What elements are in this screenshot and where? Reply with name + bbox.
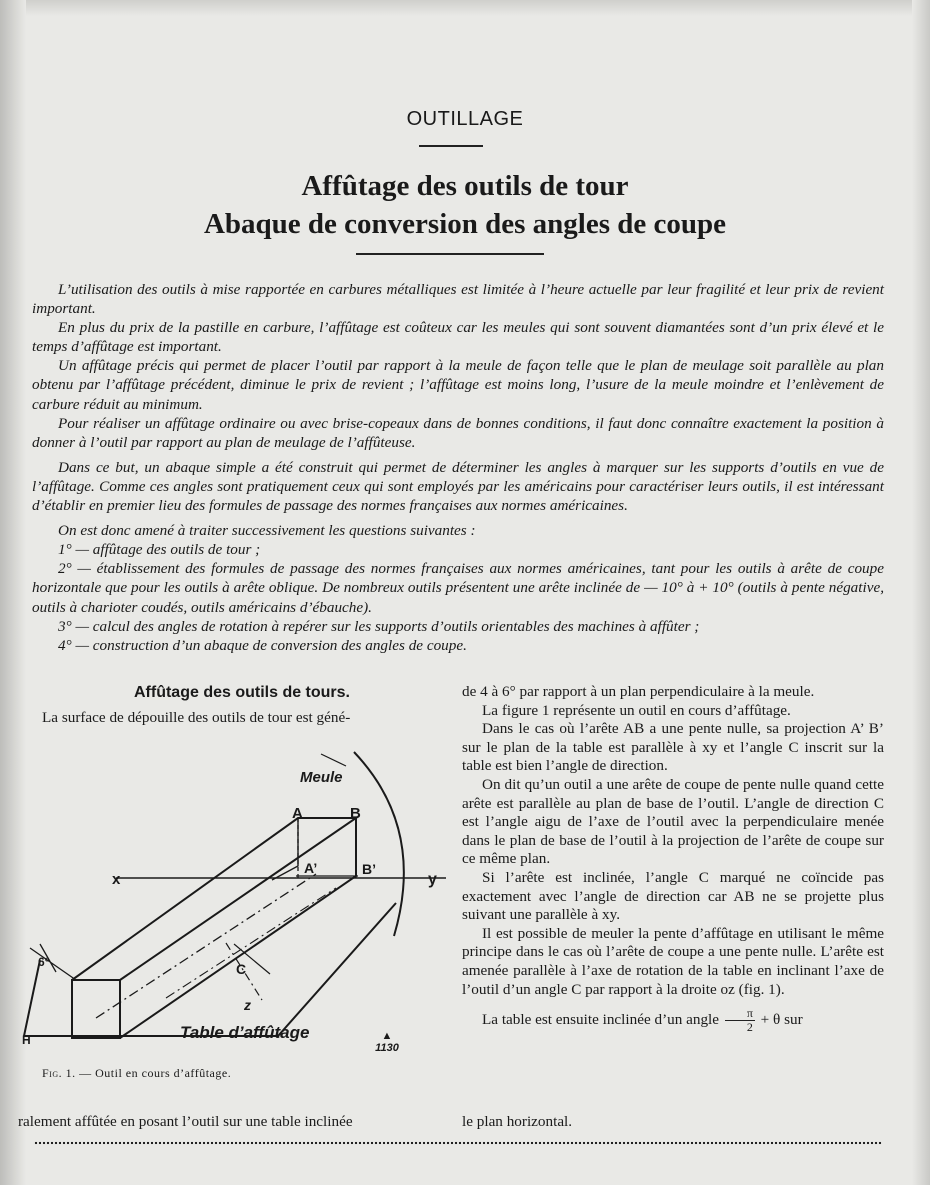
fraction-denominator: 2 — [746, 1020, 753, 1035]
figure-tool-sharpening — [16, 748, 446, 1058]
intro-paragraph: Pour réaliser un affûtage ordinaire ou avec brise-copeaux dans de bonnes conditions, il faut donc connaître exactement la position à donner à l’outil par rapport au plan de meulage de l’affûteuse. — [32, 414, 884, 451]
question-item: 2° — établissement des formules de passage des normes françaises aux normes américaines, tant pour les outils à arête de coupe horizontale que pour les outils à arête oblique. De nombreux outils présentent une arête inclinée de — 10° à + 10° (outils à pente négative, outils à charioter coudés, outils américains d’ébauche). — [32, 560, 884, 616]
label-b: B — [350, 805, 361, 822]
section-rule — [419, 145, 483, 147]
label-a: A — [292, 805, 303, 822]
fraction — [725, 1007, 755, 1034]
label-z: z — [244, 997, 251, 1013]
label-c: C — [236, 961, 247, 977]
title-line-1: Affûtage des outils de tour — [301, 170, 629, 202]
right-paragraph: On dit qu’un outil a une arête de coupe de pente nulle quand cette arête est parallèle au plan de base de l’outil. L’angle de direction C est l’angle aigu de l’axe de l’outil avec la perpendiculaire menée dans le plan de base de l’outil à la projection de l’arête de coupe sur ce même plan. — [462, 775, 884, 868]
label-a-prime: A’ — [304, 860, 318, 876]
title-line-2: Abaque de conversion des angles de coupe — [203, 208, 727, 240]
right-paragraph: La figure 1 représente un outil en cours d’affûtage. — [482, 701, 791, 719]
right-paragraph: Dans le cas où l’arête AB a une pente nulle, sa projection A’ B’ sur le plan de la table est parallèle à xy et l’angle C inscrit sur la table est bien l’angle de direction. — [462, 720, 884, 775]
right-column — [462, 683, 884, 1034]
section-label: OUTILLAGE — [406, 108, 524, 130]
tool-side-face — [120, 818, 356, 1038]
left-column — [42, 683, 442, 727]
grinding-wheel-arc — [354, 752, 404, 936]
intro-paragraph: Un affûtage précis qui permet de placer l’outil par rapport à la meule de façon telle que le plan de meulage soit parallèle au plan obtenu par l’affûtage précédent, diminue le prix de revient ; l’affûtage est moins long, l’usure de la meule moindre et l’enlèvement de carbure réduit au minimum. — [32, 357, 884, 413]
right-paragraph: de 4 à 6° par rapport à un plan perpendiculaire à la meule. — [462, 683, 815, 700]
title-rule — [356, 253, 544, 255]
tool-axis — [96, 874, 316, 1018]
right-paragraph: Il est possible de meuler la pente d’affûtage en utilisant le même principe dans le cas où l’arête de coupe a une pente nulle. L’arête est amenée parallèle à l’axe de rotation de la table en inclinant l’axe de l’outil d’un angle C par rapport à la droite oz (fig. 1). — [462, 924, 884, 998]
intro-paragraph: En plus du prix de la pastille en carbure, l’affûtage est coûteux car les meules qui sont souvent diamantées sont d’un prix élevé et le temps d’affûtage est important. — [32, 319, 884, 356]
label-meule: Meule — [300, 769, 343, 786]
label-b-prime: B’ — [362, 861, 376, 877]
caption-text: — Outil en cours d’affûtage. — [79, 1066, 232, 1080]
figure-number-text: 1130 — [375, 1042, 399, 1054]
fraction-numerator: π — [725, 1007, 755, 1021]
label-table: Table d’affûtage — [180, 1023, 310, 1042]
question-item: 4° — construction d’un abaque de conversion des angles de coupe. — [58, 636, 467, 654]
figure-number — [372, 1030, 402, 1054]
intro-paragraph: Dans ce but, un abaque simple a été construit qui permet de déterminer les angles à marquer sur les supports d’outils en vue de l’affûtage. Comme ces angles sont pratiquement ceux qui sont employés par les américains pour caractériser leurs outils, il est intéressant d’établir en premier lieu des formules de passage des normes françaises aux normes américaines. — [32, 458, 884, 515]
subheading: Affûtage des outils de tours. — [133, 684, 350, 701]
formula-text-before: La table est ensuite inclinée d’un angle — [482, 1011, 720, 1029]
right-bottom-line: le plan horizontal. — [462, 1113, 573, 1130]
figure-caption — [42, 1066, 231, 1081]
right-paragraph-formula — [462, 1007, 884, 1034]
right-paragraph: Si l’arête est inclinée, l’angle C marqué ne coïncide pas exactement avec l’angle de direction car AB ne se projette plus suivant une parallèle à xy. — [462, 868, 884, 924]
question-item: 3° — calcul des angles de rotation à repérer sur les supports d’outils orientables des machines à affûter ; — [58, 617, 700, 635]
tool-end-face — [72, 980, 120, 1038]
intro-paragraph: On est donc amené à traiter successivement les questions suivantes : — [58, 522, 476, 540]
logo-mark: ▲ — [381, 1030, 393, 1042]
caption-fig: Fig. 1. — [42, 1066, 76, 1080]
table-outline — [24, 903, 396, 1036]
intro-paragraph: L’utilisation des outils à mise rapportée en carbures métalliques est limitée à l’heure actuelle par leur fragilité et leur prix de revient important. — [32, 281, 884, 318]
page-edge-top — [0, 0, 930, 16]
label-angle: 6° — [38, 955, 50, 969]
intro-text — [32, 280, 884, 655]
left-paragraph: La surface de dépouille des outils de tour est géné- — [42, 709, 351, 726]
left-bottom-line: ralement affûtée en posant l’outil sur une table inclinée — [18, 1113, 353, 1130]
label-x: x — [112, 871, 121, 888]
question-item: 1° — affûtage des outils de tour ; — [58, 541, 261, 559]
dotted-footer-rule — [34, 1141, 882, 1145]
label-y: y — [428, 871, 437, 888]
label-h: H — [22, 1033, 31, 1047]
formula-text-after: + θ sur — [760, 1011, 803, 1029]
tool-top-face — [72, 818, 356, 980]
